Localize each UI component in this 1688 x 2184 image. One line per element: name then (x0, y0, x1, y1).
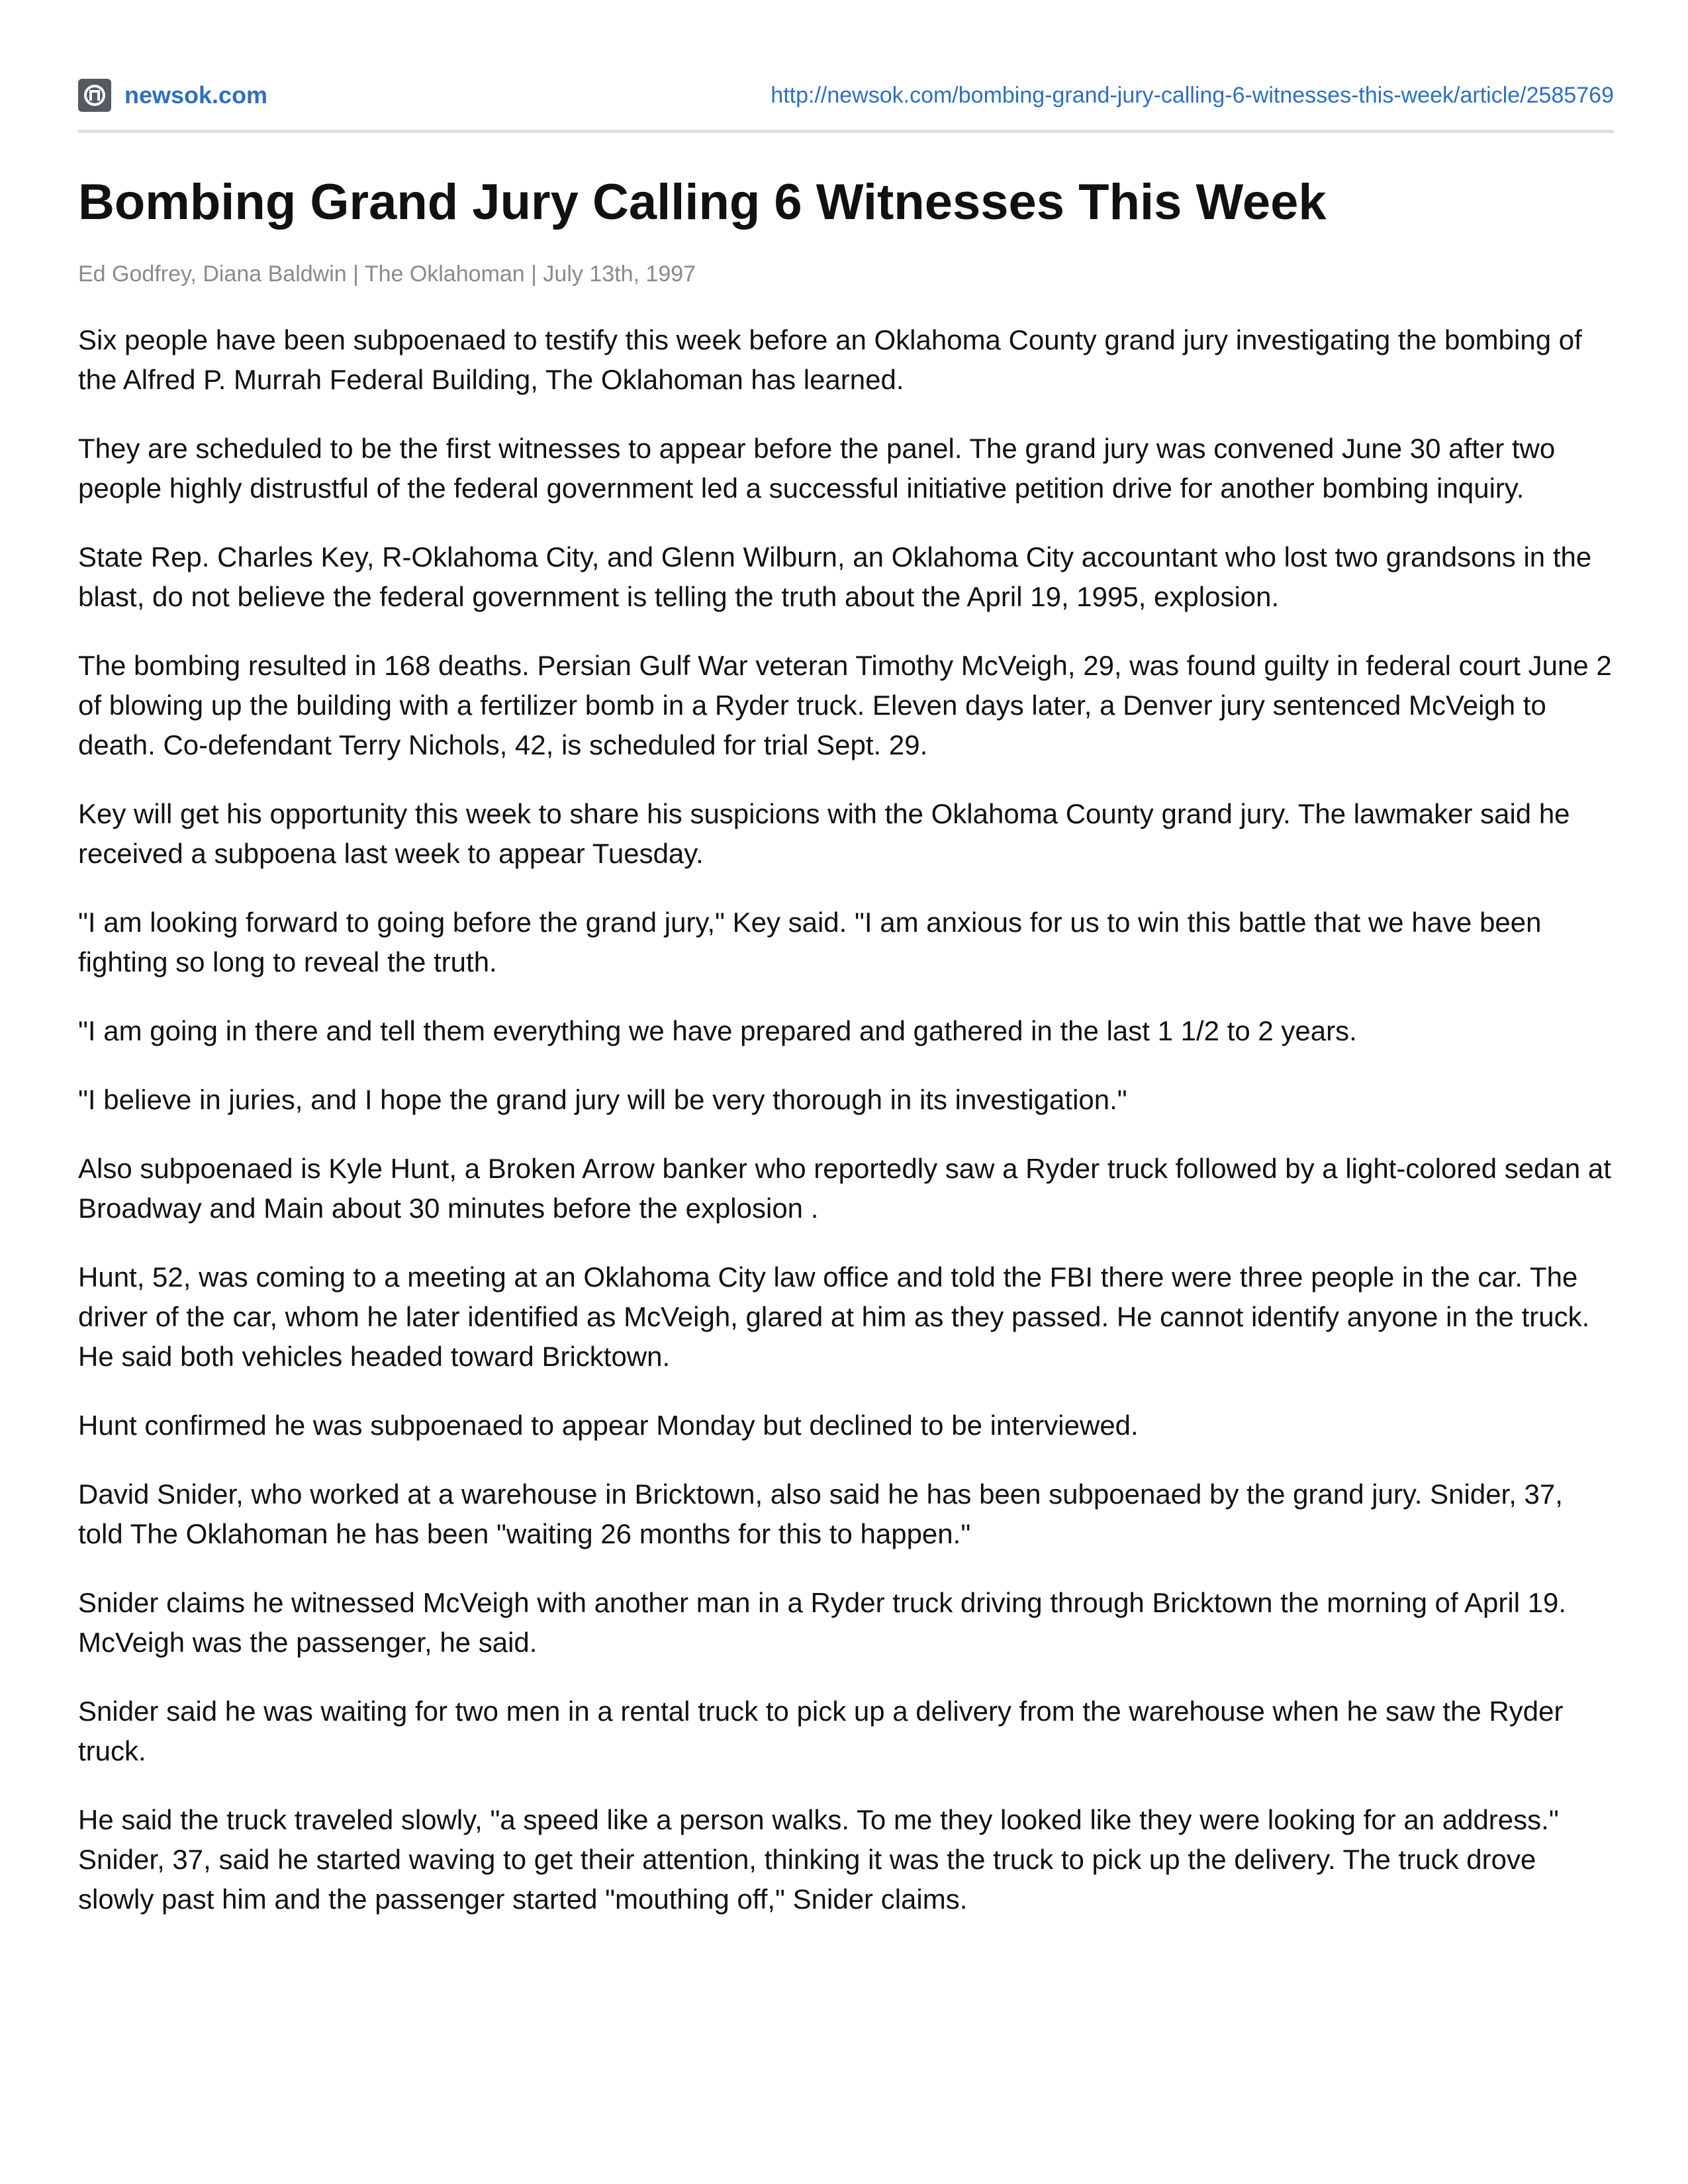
article-paragraph: Hunt, 52, was coming to a meeting at an Oklahoma City law office and told the FBI there were three people in the car. The driver of the car, whom he later identified as McVeigh, glared at him as they passed. He cannot identify anyone in the truck. He said both vehicles headed toward Bricktown. (78, 1261, 1590, 1372)
article-paragraph: David Snider, who worked at a warehouse in Bricktown, also said he has been subpoenaed by the grand jury. Snider, 37, told The Oklahoman he has been "waiting 26 months for this to happen." (78, 1479, 1563, 1549)
article-paragraph: Key will get his opportunity this week to share his suspicions with the Oklahoma County grand jury. The lawmaker said he received a subpoena last week to appear Tuesday. (78, 798, 1570, 869)
article-byline: Ed Godfrey, Diana Baldwin | The Oklahoman | July 13th, 1997 (78, 261, 696, 287)
article-paragraph: Six people have been subpoenaed to testify this week before an Oklahoma County grand jury investigating the bombing of the Alfred P. Murrah Federal Building, The Oklahoman has learned. (78, 324, 1582, 395)
article-paragraph: He said the truck traveled slowly, "a speed like a person walks. To me they looked like they were looking for an address." Snider, 37, said he started waving to get their attention, thinking it was the truck to pick up the delivery. The truck drove slowly past him and the passenger started "mouthing off," Snider claims. (78, 1804, 1559, 1915)
article-paragraph: Snider claims he witnessed McVeigh with another man in a Ryder truck driving through Bricktown the morning of April 19. McVeigh was the passenger, he said. (78, 1587, 1567, 1658)
source-url-link[interactable]: http://newsok.com/bombing-grand-jury-calling-6-witnesses-this-week/article/2585769 (771, 82, 1614, 108)
newsok-logo-icon (78, 79, 111, 112)
article-paragraph: They are scheduled to be the first witnesses to appear before the panel. The grand jury was convened June 30 after two people highly distrustful of the federal government led a successful initiative petition drive for another bombing inquiry. (78, 433, 1556, 504)
article-paragraph: "I am going in there and tell them everything we have prepared and gathered in the last 1 1/2 to 2 years. (78, 1015, 1357, 1046)
article-paragraph: "I am looking forward to going before the grand jury," Key said. "I am anxious for us to win this battle that we have been fighting so long to reveal the truth. (78, 907, 1542, 978)
article-paragraph: Hunt confirmed he was subpoenaed to appear Monday but declined to be interviewed. (78, 1410, 1139, 1441)
article-paragraph: Also subpoenaed is Kyle Hunt, a Broken Arrow banker who reportedly saw a Ryder truck followed by a light-colored sedan at Broadway and Main about 30 minutes before the explosion . (78, 1153, 1611, 1224)
header-divider (78, 130, 1614, 133)
article-title: Bombing Grand Jury Calling 6 Witnesses This Week (78, 174, 1327, 230)
article-paragraph: "I believe in juries, and I hope the grand jury will be very thorough in its investigation." (78, 1084, 1127, 1115)
brand[interactable] (78, 79, 267, 112)
article-paragraph: State Rep. Charles Key, R-Oklahoma City, and Glenn Wilburn, an Oklahoma City accountant who lost two grandsons in the blast, do not believe the federal government is telling the truth about the April 19, 1995, explosion. (78, 541, 1592, 612)
article-body (78, 320, 1614, 1919)
article-paragraph: Snider said he was waiting for two men in a rental truck to pick up a delivery from the warehouse when he saw the Ryder truck. (78, 1696, 1564, 1766)
site-name-link[interactable]: newsok.com (124, 81, 268, 109)
page-header (78, 74, 1614, 116)
article-page (78, 74, 1614, 1948)
article-paragraph: The bombing resulted in 168 deaths. Persian Gulf War veteran Timothy McVeigh, 29, was found guilty in federal court June 2 of blowing up the building with a fertilizer bomb in a Ryder truck. Eleven days later, a Denver jury sentenced McVeigh to death. Co-defendant Terry Nichols, 42, is scheduled for trial Sept. 29. (78, 650, 1612, 760)
